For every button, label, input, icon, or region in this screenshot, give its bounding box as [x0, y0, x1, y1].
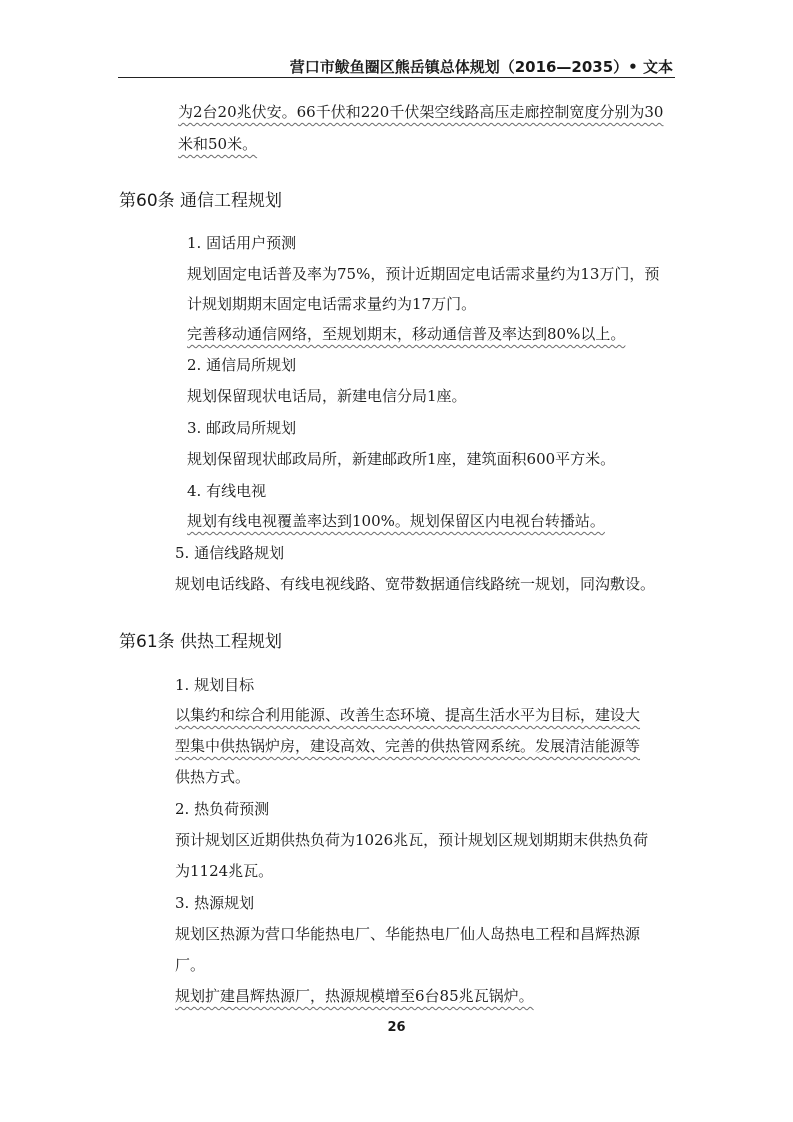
subsection-title: 2. 热负荷预测 [175, 800, 270, 818]
article-heading: 第61条 供热工程规划 [119, 632, 283, 652]
text-line: 规划固定电话普及率为75%，预计近期固定电话需求量约为13万门，预 [187, 265, 660, 283]
text-line: 预计规划区近期供热负荷为1026兆瓦，预计规划区规划期期末供热负荷 [175, 831, 649, 849]
page-number: 26 [387, 1020, 406, 1035]
text-line: 规划区热源为营口华能热电厂、华能热电厂仙人岛热电工程和昌辉热源 [175, 925, 641, 943]
article-heading: 第60条 通信工程规划 [119, 191, 283, 211]
header-rule [118, 77, 675, 78]
text-line: 规划保留现状电话局，新建电信分局1座。 [187, 387, 467, 405]
text-line: 以集约和综合利用能源、改善生态环境、提高生活水平为目标，建设大 [175, 706, 641, 724]
subsection-title: 5. 通信线路规划 [175, 544, 285, 562]
text-line: 计规划期期末固定电话需求量约为17万门。 [187, 295, 477, 313]
subsection-title: 3. 邮政局所规划 [187, 419, 297, 437]
text-line: 规划扩建昌辉热源厂，热源规模增至6台85兆瓦锅炉。 [175, 987, 534, 1005]
text-line: 为2台20兆伏安。66千伏和220千伏架空线路高压走廊控制宽度分别为30 [178, 103, 664, 121]
subsection-title: 1. 固话用户预测 [187, 234, 297, 252]
text-line: 米和50米。 [178, 135, 258, 153]
text-line: 厂。 [175, 956, 206, 974]
text-line: 规划保留现状邮政局所，新建邮政所1座，建筑面积600平方米。 [187, 450, 616, 468]
text-line: 规划电话线路、有线电视线路、宽带数据通信线路统一规划，同沟敷设。 [175, 575, 656, 593]
subsection-title: 1. 规划目标 [175, 676, 255, 694]
text-line: 型集中供热锅炉房，建设高效、完善的供热管网系统。发展清洁能源等 [175, 737, 641, 755]
subsection-title: 3. 热源规划 [175, 894, 255, 912]
subsection-title: 4. 有线电视 [187, 482, 267, 500]
running-header: 营口市鲅鱼圈区熊岳镇总体规划（2016—2035）• 文本 [289, 58, 673, 76]
text-line: 规划有线电视覆盖率达到100%。规划保留区内电视台转播站。 [187, 512, 605, 530]
text-line: 供热方式。 [175, 768, 251, 786]
text-line: 为1124兆瓦。 [175, 862, 274, 880]
text-line: 完善移动通信网络，至规划期末，移动通信普及率达到80%以上。 [187, 325, 626, 343]
subsection-title: 2. 通信局所规划 [187, 356, 297, 374]
